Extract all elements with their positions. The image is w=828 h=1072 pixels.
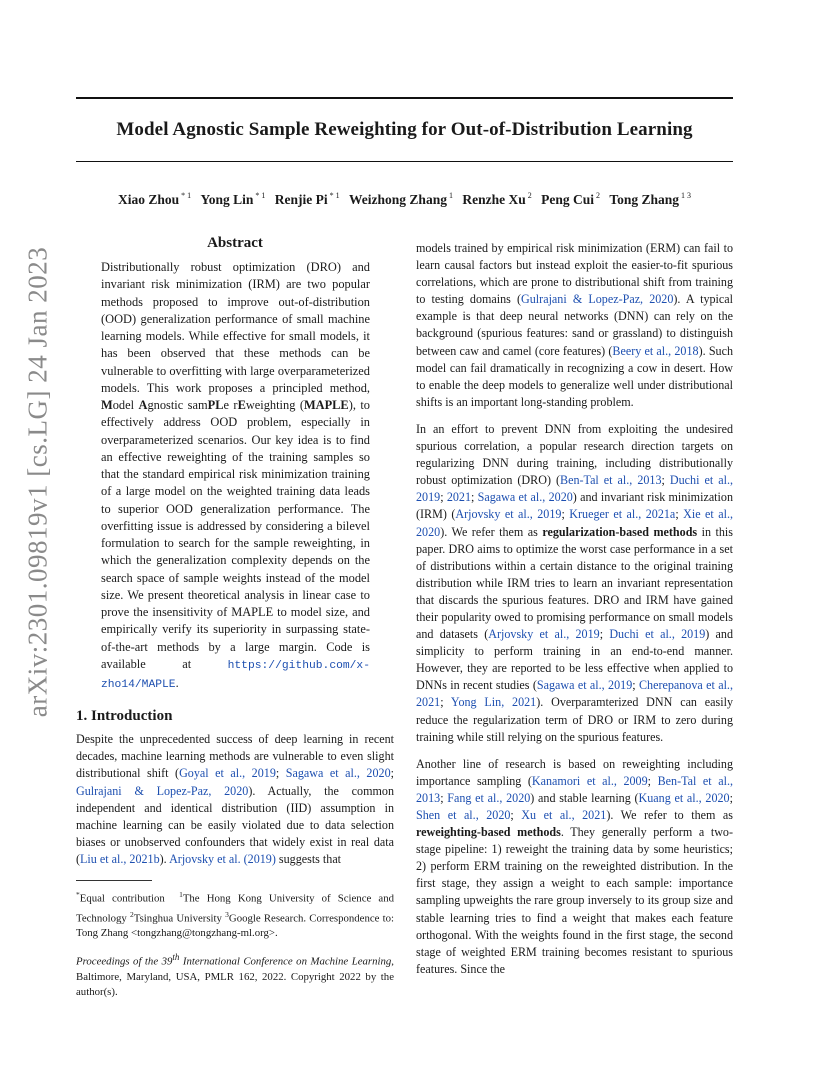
author: Tong Zhang $^{1 3}$ xyxy=(609,191,692,207)
citation-link[interactable]: Arjovsky et al., 2019 xyxy=(488,627,600,642)
citation-link[interactable]: Xie et al., 2020 xyxy=(416,507,733,539)
title-rule-top xyxy=(76,97,733,99)
paper-title: Model Agnostic Sample Reweighting for Out-of-Distribution Learning xyxy=(116,119,693,140)
citation-link[interactable]: Yong Lin, 2021 xyxy=(450,695,537,710)
author: Yong Lin $^{* 1}$ xyxy=(200,191,266,207)
title-rule-bottom xyxy=(76,161,733,162)
author: Weizhong Zhang $^1$ xyxy=(349,191,453,207)
citation-link[interactable]: Cherepanova et al., 2021 xyxy=(416,678,733,710)
left-column xyxy=(76,235,394,1000)
citation-link[interactable]: Duchi et al., 2019 xyxy=(416,473,733,505)
citation-link[interactable]: Xu et al., 2021 xyxy=(521,808,607,822)
abstract-body: Distributionally robust optimization (DRO) and invariant risk minimization (IRM) are two popular methods proposed to improve out-of-distribution (OOD) generalization performance of small machine learning models. While effective for small models, it has been observed that these methods can be vulnerable to overfitting with large overparameterized models. This work proposes a principled method, Model Agnostic samPLe rEweighting (MAPLE), to effectively address OOD problem, especially in overparameterized scenarios. Our key idea is to find an effective reweighting of the training samples so that the standard empirical risk minimization training of a large model on the weighted training data leads to superior OOD generalization performance. The overfitting issue is addressed by considering a bilevel formulation to search for the sample reweighting, in which the generalization complexity depends on the search space of sample weights instead of the model size. We present theoretical analysis in linear case to prove the insensitivity of MAPLE to model size, and empirically verify its superiority in surpassing state-of-the-art methods by a large margin. Code is available at https://github.com/x-zho14/MAPLE. xyxy=(101,260,371,691)
citation-link[interactable]: Arjovsky et al., 2019 xyxy=(455,507,562,522)
author: Xiao Zhou $^{* 1}$ xyxy=(117,191,192,207)
body-paragraph: In an effort to prevent DNN from exploiting the undesired spurious correlation, a popular research direction targets on regularizing DNN during training, including distributionally robust optimization (DRO) (Ben-Tal et al., 2013; Duchi et al., 2019; 2021; Sagawa et al., 2020) and invariant risk minimization (IRM) (Arjovsky et al., 2019; Krueger et al., 2021a; Xie et al., 2020). We refer them as regularization-based methods in this paper. DRO aims to optimize the worst case performance in a set of distributions within a certain distance to the original training distribution while IRM tries to learn an invariant representation that discards the spurious features. DRO and IRM have gained their popularity owed to promising performance on small models and datasets (Arjovsky et al., 2019; Duchi et al., 2019) and simplicity to perform training in an end-to-end manner. However, they are reported to be less effective when applied to DNNs in recent studies (Sagawa et al., 2019; Cherepanova et al., 2021; Yong Lin, 2021). Overparamterized DNN can easily reduce the regularization term of DRO or IRM to zero during training while still relying on the spurious features. xyxy=(416,421,734,744)
abstract-heading: Abstract xyxy=(207,235,263,251)
right-column xyxy=(416,240,733,988)
arxiv-stamp: arXiv:2301.09819v1 [cs.LG] 24 Jan 2023 xyxy=(22,246,53,718)
citation-link[interactable]: Gulrajani & Lopez-Paz, 2020 xyxy=(76,783,249,798)
citation-link[interactable]: 2021 xyxy=(446,490,472,505)
citation-link[interactable]: Sagawa et al., 2019 xyxy=(536,678,633,693)
proceedings-note: Proceedings of the 39th International Conference on Machine Learning, Baltimore, Maryland, USA, PMLR 162, 2022. Copyright 2022 by the author(s). xyxy=(76,952,394,998)
citation-link[interactable]: Sagawa et al., 2020 xyxy=(285,766,391,781)
body-paragraph: models trained by empirical risk minimization (ERM) can fail to learn causal factors but instead exploit the easier-to-fit spurious correlations, which are prone to distributional shift from training to testing domains (Gulrajani & Lopez-Paz, 2020). A typical example is that deep neural networks (DNN) can rely on the background (spurious features: sand or grassland) to distinguish between caw and camel (core features) (Beery et al., 2018). Such model can fail dramatically in recognizing a cow in desert. How to enable the deep models to generalize well under distributional shifts is an important long-standing problem. xyxy=(416,241,734,409)
footnote-affiliations: *Equal contribution $^1$The Hong Kong University of Science and Technology $^2$Tsinghua University $^3$Google Research. Correspondence to: Tong Zhang <tongzhang@tongzhang-ml.org>. xyxy=(76,890,395,940)
citation-link[interactable]: Gulrajani & Lopez-Paz, 2020 xyxy=(521,292,674,307)
citation-link[interactable]: Duchi et al., 2019 xyxy=(609,627,706,642)
citation-link[interactable]: Kuang et al., 2020 xyxy=(638,790,730,805)
citation-link[interactable]: Beery et al., 2018 xyxy=(612,343,699,358)
body-paragraph: Another line of research is based on reweighting including importance sampling (Kanamori et al., 2009; Ben-Tal et al., 2013; Fang et al., 2020) and stable learning (Kuang et al., 2020; Shen et al., 2020; Xu et al., 2021). We refer to them as reweighting-based methods. They generally perform a two-stage pipeline: 1) reweight the training data by some heuristics; 2) perform ERM training on the reweighted distribution. In the first stage, they assign a weight to each sample: importance sampling upweights the rare group inversely to its group size and stable learning tries to find a weight that makes each feature orthogonal. With the weights found in the first stage, the second stage of weighted ERM training becomes resistant to spurious features. Since the xyxy=(416,756,734,976)
citation-link[interactable]: Goyal et al., 2019 xyxy=(179,766,276,781)
section-heading: 1. Introduction xyxy=(76,708,173,725)
citation-link[interactable]: Arjovsky et al. (2019) xyxy=(169,851,276,866)
author: Renzhe Xu $^2$ xyxy=(462,191,532,207)
citation-link[interactable]: Shen et al., 2020 xyxy=(416,808,511,822)
citation-link[interactable]: Kanamori et al., 2009 xyxy=(531,773,648,788)
author-list xyxy=(76,191,733,208)
citation-link[interactable]: Ben-Tal et al., 2013 xyxy=(416,773,734,805)
citation-link[interactable]: Fang et al., 2020 xyxy=(447,790,531,805)
author: Peng Cui $^2$ xyxy=(541,191,600,207)
intro-paragraph: Despite the unprecedented success of deep learning in recent decades, machine learning methods are vulnerable to even slight distributional shift (Goyal et al., 2019; Sagawa et al., 2020; Gulrajani & Lopez-Paz, 2020). Actually, the common independent and identical distribution (IID) assumption in machine learning can be easily violated due to data selection biases or unobserved confounders that widely exist in real data (Liu et al., 2021b). Arjovsky et al. (2019) suggests that xyxy=(76,732,394,866)
citation-link[interactable]: Ben-Tal et al., 2013 xyxy=(560,473,662,488)
author: Renjie Pi $^{* 1}$ xyxy=(274,191,340,207)
footnote-rule xyxy=(76,880,152,881)
citation-link[interactable]: Krueger et al., 2021a xyxy=(569,507,676,522)
code-link[interactable]: https://github.com/x-zho14/MAPLE xyxy=(101,659,370,691)
citation-link[interactable]: Sagawa et al., 2020 xyxy=(477,490,573,505)
citation-link[interactable]: Liu et al., 2021b xyxy=(80,851,160,866)
